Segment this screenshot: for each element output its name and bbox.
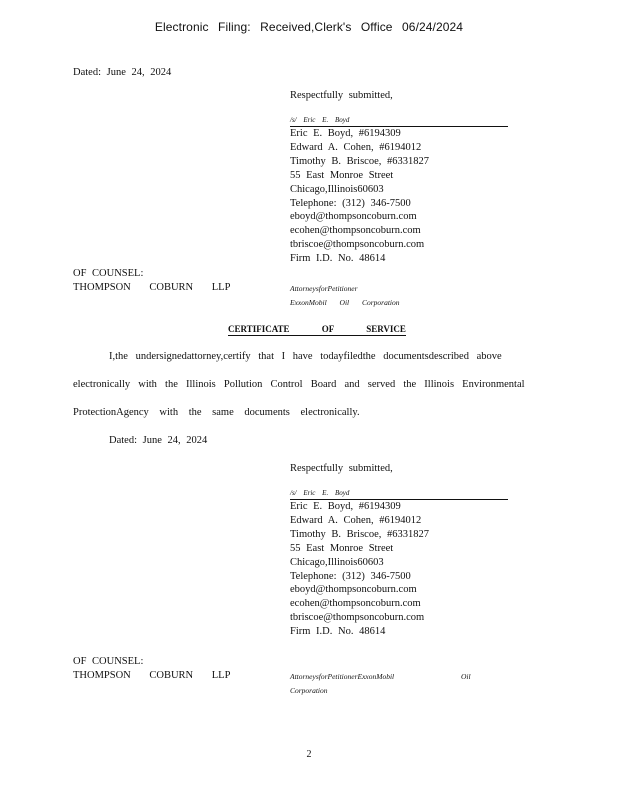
signature-line-2: /s/ Eric E. Boyd	[290, 487, 508, 500]
certificate-text-line-1: I,the undersignedattorney,certify that I have todayfiledthe documentsdescribed above	[109, 351, 502, 362]
signature-block-2	[290, 487, 508, 639]
attorneys-for-petitioner-2: AttorneysforPetitionerExxonMobil	[290, 672, 395, 681]
address-street: 55 East Monroe Street	[290, 169, 394, 181]
firm-name: THOMPSON COBURN LLP	[73, 282, 231, 293]
telephone: Telephone: (312) 346-7500	[290, 197, 411, 209]
page-number: 2	[306, 749, 312, 760]
signature-name-2: Edward A. Cohen, #6194012	[290, 514, 422, 526]
email-1: eboyd@thompsoncoburn.com	[290, 584, 417, 596]
telephone: Telephone: (312) 346-7500	[290, 570, 411, 582]
dated-line: Dated: June 24, 2024	[73, 67, 172, 78]
signature-name-3: Timothy B. Briscoe, #6331827	[290, 155, 429, 167]
signature-name-3: Timothy B. Briscoe, #6331827	[290, 528, 429, 540]
certificate-dated: Dated: June 24, 2024	[109, 435, 208, 446]
signature-name-1: Eric E. Boyd, #6194309	[290, 128, 401, 139]
certificate-title: CERTIFICATE OF SERVICE	[228, 324, 406, 334]
address-city: Chicago,Illinois60603	[290, 183, 384, 195]
firm-id: Firm I.D. No. 48614	[290, 253, 386, 265]
attorneys-for-petitioner: AttorneysforPetitioner	[290, 284, 358, 293]
firm-name-2: THOMPSON COBURN LLP	[73, 670, 231, 681]
signature-block	[290, 114, 508, 266]
email-2: ecohen@thompsoncoburn.com	[290, 598, 421, 610]
signature-name-1: Eric E. Boyd, #6194309	[290, 501, 401, 512]
email-1: eboyd@thompsoncoburn.com	[290, 211, 417, 223]
of-counsel-label-2: OF COUNSEL:	[73, 656, 144, 667]
firm-id: Firm I.D. No. 48614	[290, 626, 386, 638]
attorneys-oil: Oil	[461, 672, 471, 681]
of-counsel-label: OF COUNSEL:	[73, 268, 144, 279]
address-city: Chicago,Illinois60603	[290, 556, 384, 568]
filing-header: Electronic Filing: Received,Clerk's Office 06/24/2024	[154, 20, 464, 34]
client-name-2: Corporation	[290, 686, 328, 695]
certificate-text-line-2: electronically with the Illinois Pollution Control Board and served the Illinois Environmental	[73, 379, 525, 390]
address-street: 55 East Monroe Street	[290, 542, 394, 554]
email-3: tbriscoe@thompsoncoburn.com	[290, 239, 425, 251]
signature-line: /s/ Eric E. Boyd	[290, 114, 508, 127]
client-name: ExxonMobil Oil Corporation	[290, 298, 400, 307]
signature-name-2: Edward A. Cohen, #6194012	[290, 141, 422, 153]
certificate-text-line-3: ProtectionAgency with the same documents electronically.	[73, 407, 360, 418]
respectfully-submitted-2: Respectfully submitted,	[290, 463, 393, 474]
email-2: ecohen@thompsoncoburn.com	[290, 225, 421, 237]
respectfully-submitted: Respectfully submitted,	[290, 90, 393, 101]
email-3: tbriscoe@thompsoncoburn.com	[290, 612, 425, 624]
